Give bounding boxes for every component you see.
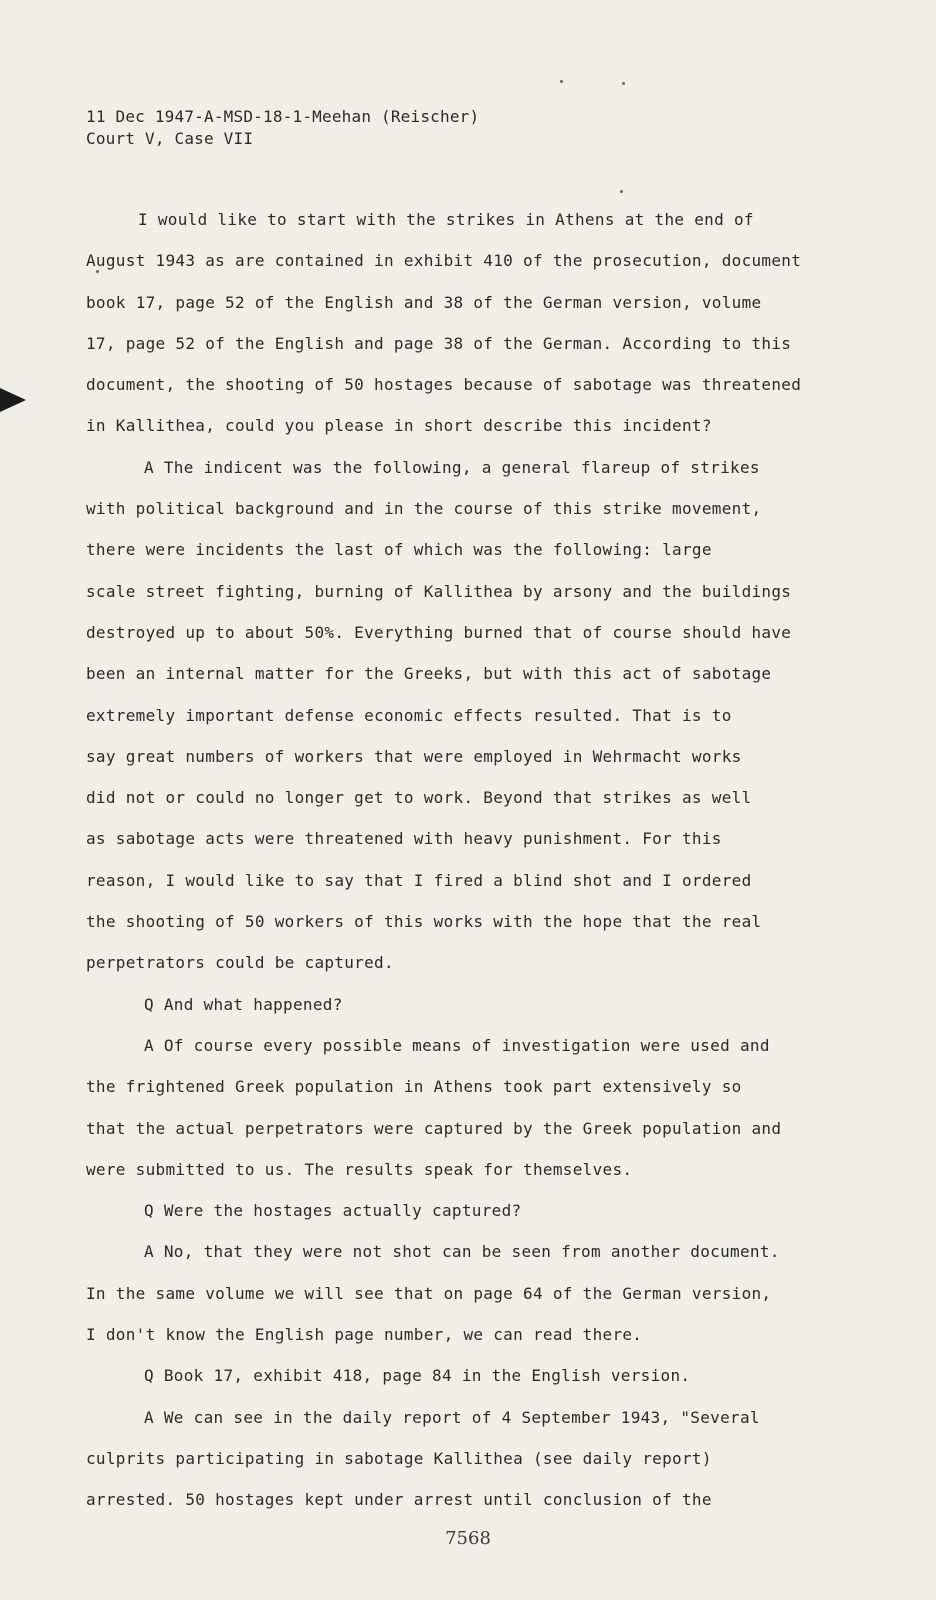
text-line: as sabotage acts were threatened with heavy punishment. For this [86,829,722,849]
answer-line: A We can see in the daily report of 4 September 1943, "Several [144,1407,760,1427]
answer-line: A No, that they were not shot can be seen from another document. [144,1242,780,1262]
page-number: 7568 [445,1528,491,1549]
text-line: say great numbers of workers that were employed in Wehrmacht works [86,746,742,766]
text-line: scale street fighting, burning of Kallithea by arsony and the buildings [86,581,792,601]
text-line: 17, page 52 of the English and page 38 of the German. According to this [86,333,792,353]
text-line: in Kallithea, could you please in short describe this incident? [86,416,712,436]
text-line: destroyed up to about 50%. Everything burned that of course should have [86,622,792,642]
text-line: there were incidents the last of which was the following: large [86,540,712,560]
text-line: arrested. 50 hostages kept under arrest until conclusion of the [86,1490,712,1510]
header-line-2: Court V, Case VII [86,129,254,148]
text-line: been an internal matter for the Greeks, but with this act of sabotage [86,664,772,684]
text-line: I don't know the English page number, we can read there. [86,1325,643,1345]
text-line: In the same volume we will see that on page 64 of the German version, [86,1283,772,1303]
text-line: the shooting of 50 workers of this works with the hope that the real [86,912,762,932]
transcript-body [86,208,846,1530]
text-line: book 17, page 52 of the English and 38 of the German version, volume [86,292,762,312]
text-line: the frightened Greek population in Athens took part extensively so [86,1077,742,1097]
header-line-1: 11 Dec 1947-A-MSD-18-1-Meehan (Reischer) [86,107,480,126]
text-line: reason, I would like to say that I fired a blind shot and I ordered [86,870,752,890]
text-line: August 1943 as are contained in exhibit 410 of the prosecution, document [86,251,802,271]
text-line: document, the shooting of 50 hostages because of sabotage was threatened [86,375,802,395]
question-line: Q Book 17, exhibit 418, page 84 in the English version. [144,1366,691,1386]
binding-mark [0,388,26,412]
question-line: Q And what happened? [144,994,343,1014]
paper-speck [622,82,625,85]
answer-line: A The indicent was the following, a general flareup of strikes [144,457,760,477]
text-line: with political background and in the course of this strike movement, [86,499,762,519]
text-line: culprits participating in sabotage Kallithea (see daily report) [86,1448,712,1468]
text-line: that the actual perpetrators were captured by the Greek population and [86,1118,782,1138]
text-line: did not or could no longer get to work. Beyond that strikes as well [86,788,752,808]
paper-speck [620,190,623,193]
text-line: perpetrators could be captured. [86,953,394,973]
text-line: I would like to start with the strikes in Athens at the end of [138,210,754,229]
text-line: were submitted to us. The results speak for themselves. [86,1159,633,1179]
answer-line: A Of course every possible means of investigation were used and [144,1035,770,1055]
text-line: extremely important defense economic effects resulted. That is to [86,705,732,725]
document-header [86,106,479,150]
paper-speck [560,80,563,83]
question-line: Q Were the hostages actually captured? [144,1201,522,1221]
